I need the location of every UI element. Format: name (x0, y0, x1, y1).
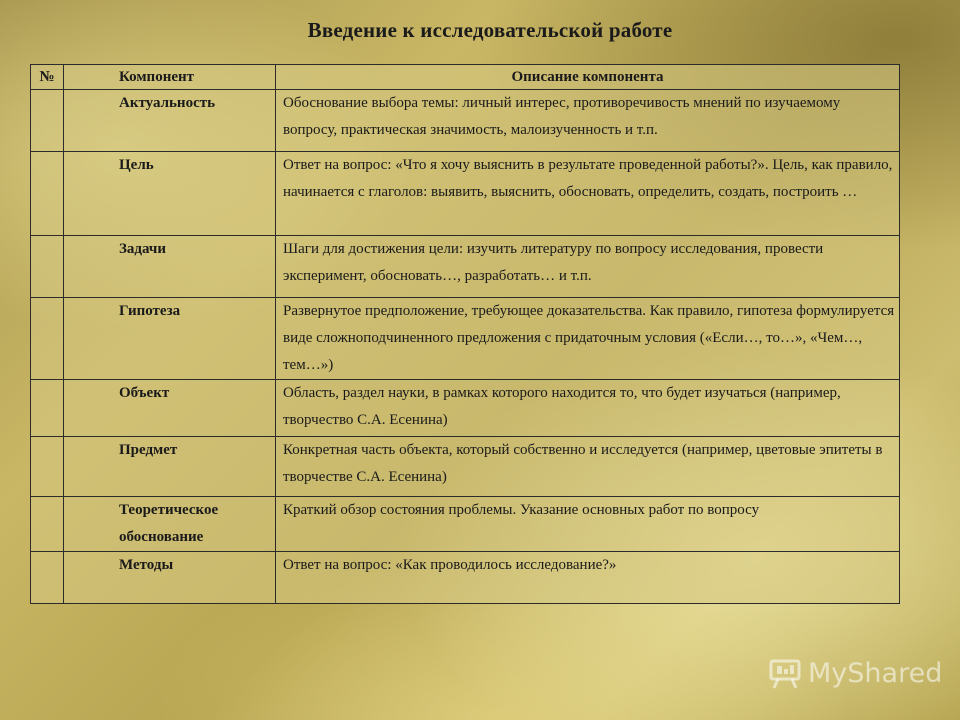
components-table (30, 64, 900, 604)
table-row (31, 90, 900, 152)
page-title: Введение к исследовательской работе (307, 18, 673, 42)
description-cell: Ответ на вопрос: «Как проводилось исследование?» (276, 552, 900, 604)
column-header-number: № (31, 65, 64, 90)
description-cell: Ответ на вопрос: «Что я хочу выяснить в результате проведенной работы?». Цель, как правило, начинается с глаголов: выявить, выяснить, обосновать, определить, создать, построить … (276, 152, 900, 236)
table-row (31, 497, 900, 552)
component-cell: Методы (64, 552, 276, 604)
table-row (31, 298, 900, 380)
row-number-cell (31, 298, 64, 380)
presentation-board-icon (768, 656, 802, 690)
row-number-cell (31, 437, 64, 497)
row-number-cell (31, 90, 64, 152)
description-cell: Конкретная часть объекта, который собственно и исследуется (например, цветовые эпитеты в творчестве С.А. Есенина) (276, 437, 900, 497)
row-number-cell (31, 552, 64, 604)
component-cell: Цель (64, 152, 276, 236)
table-row (31, 552, 900, 604)
row-number-cell (31, 497, 64, 552)
description-cell: Шаги для достижения цели: изучить литературу по вопросу исследования, провести эксперимент, обосновать…, разработать… и т.п. (276, 236, 900, 298)
description-cell: Область, раздел науки, в рамках которого находится то, что будет изучаться (например, творчество С.А. Есенина) (276, 380, 900, 437)
description-cell: Краткий обзор состояния проблемы. Указание основных работ по вопросу (276, 497, 900, 552)
row-number-cell (31, 236, 64, 298)
table-header-row (31, 65, 900, 90)
table-row (31, 437, 900, 497)
component-cell: Объект (64, 380, 276, 437)
table-row (31, 380, 900, 437)
watermark-text: MyShared (808, 657, 943, 689)
description-cell: Развернутое предположение, требующее доказательства. Как правило, гипотеза формулируется виде сложноподчиненного предложения с придаточным условия («Если…, то…», «Чем…, тем…») (276, 298, 900, 380)
component-cell: Гипотеза (64, 298, 276, 380)
row-number-cell (31, 380, 64, 437)
component-cell: Предмет (64, 437, 276, 497)
table-row (31, 152, 900, 236)
column-header-description: Описание компонента (276, 65, 900, 90)
column-header-component: Компонент (64, 65, 276, 90)
row-number-cell (31, 152, 64, 236)
watermark (768, 656, 942, 690)
component-cell: Задачи (64, 236, 276, 298)
component-cell: Теоретическое обоснование (64, 497, 276, 552)
table-row (31, 236, 900, 298)
component-cell: Актуальность (64, 90, 276, 152)
description-cell: Обоснование выбора темы: личный интерес, противоречивость мнений по изучаемому вопросу, практическая значимость, малоизученность и т.п. (276, 90, 900, 152)
